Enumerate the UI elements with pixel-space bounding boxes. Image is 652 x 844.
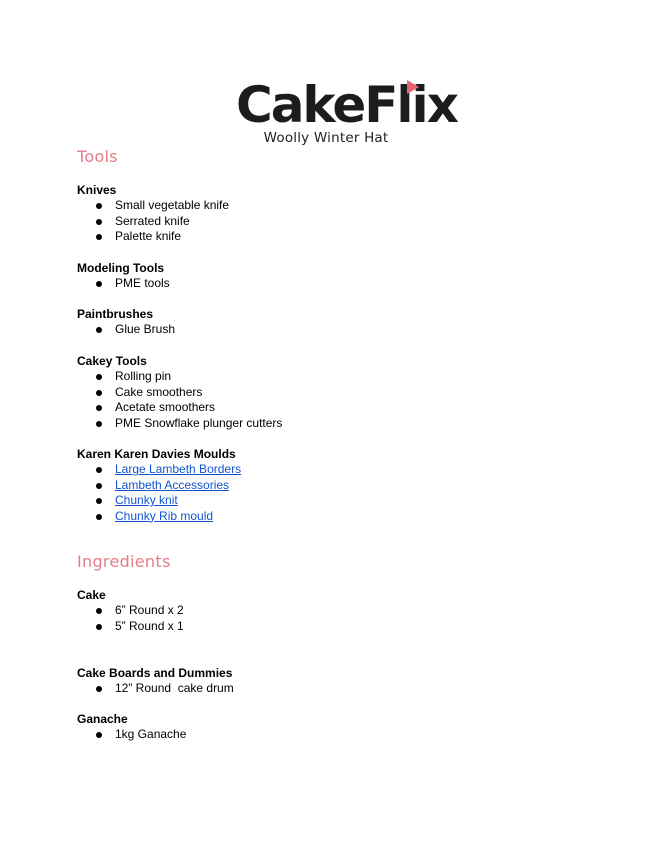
bullet-icon (96, 467, 102, 473)
bullet-icon (96, 219, 102, 225)
bullet-icon (96, 421, 102, 427)
item-list (77, 322, 175, 337)
bullet-icon (96, 686, 102, 692)
bullet-icon (96, 390, 102, 396)
bullet-icon (96, 203, 102, 209)
list-item: Rolling pin (77, 369, 282, 384)
group-heading: Cake Boards and Dummies (77, 666, 233, 680)
list-item: Glue Brush (77, 322, 175, 337)
ingredient-group-ganache (77, 712, 186, 743)
group-heading: Karen Karen Davies Moulds (77, 447, 236, 461)
document-subtitle: Woolly Winter Hat (263, 130, 389, 146)
group-heading: Ganache (77, 712, 128, 726)
list-item: Serrated knife (77, 214, 229, 229)
tool-group-cakey-tools (77, 354, 282, 431)
list-item: 5” Round x 1 (77, 619, 184, 634)
play-icon (407, 80, 419, 94)
bullet-icon (96, 608, 102, 614)
list-item (77, 462, 241, 477)
bullet-icon (96, 732, 102, 738)
list-item: Small vegetable knife (77, 198, 229, 213)
group-heading: Cakey Tools (77, 354, 147, 368)
ingredient-group-boards (77, 666, 234, 697)
item-list (77, 462, 241, 524)
list-item: PME Snowflake plunger cutters (77, 416, 282, 431)
item-list (77, 276, 170, 291)
bullet-icon (96, 514, 102, 520)
bullet-icon (96, 483, 102, 489)
cakeflix-logo (236, 76, 457, 134)
group-heading: Modeling Tools (77, 261, 165, 275)
list-item: Palette knife (77, 229, 229, 244)
list-item: 1kg Ganache (77, 727, 186, 742)
bullet-icon (96, 405, 102, 411)
list-item (77, 478, 241, 493)
group-heading: Knives (77, 183, 117, 197)
item-list (77, 681, 234, 696)
item-list (77, 369, 282, 431)
large-lambeth-borders-link[interactable]: Large Lambeth Borders (115, 462, 242, 477)
list-item: 6” Round x 2 (77, 603, 184, 618)
tool-group-moulds (77, 447, 241, 524)
tools-section-title: Tools (77, 147, 118, 166)
list-item: 12” Round cake drum (77, 681, 234, 696)
group-heading: Cake (77, 588, 106, 602)
bullet-icon (96, 374, 102, 380)
logo-text: CakeFlix (236, 76, 457, 134)
chunky-knit-link[interactable]: Chunky knit (115, 493, 178, 508)
list-item: Acetate smoothers (77, 400, 282, 415)
list-item: Cake smoothers (77, 385, 282, 400)
bullet-icon (96, 624, 102, 630)
tool-group-modeling-tools (77, 261, 170, 292)
group-heading: Paintbrushes (77, 307, 154, 321)
item-list (77, 603, 184, 634)
item-list (77, 727, 186, 742)
list-item (77, 493, 241, 508)
chunky-rib-mould-link[interactable]: Chunky Rib mould (115, 508, 214, 523)
bullet-icon (96, 281, 102, 287)
list-item: PME tools (77, 276, 170, 291)
list-item (77, 509, 241, 524)
item-list (77, 198, 229, 244)
ingredient-group-cake (77, 588, 184, 634)
bullet-icon (96, 234, 102, 240)
bullet-icon (96, 498, 102, 504)
ingredients-section-title: Ingredients (77, 552, 171, 571)
bullet-icon (96, 327, 102, 333)
tool-group-knives (77, 183, 229, 245)
tool-group-paintbrushes (77, 307, 175, 338)
lambeth-accessories-link[interactable]: Lambeth Accessories (115, 477, 230, 492)
